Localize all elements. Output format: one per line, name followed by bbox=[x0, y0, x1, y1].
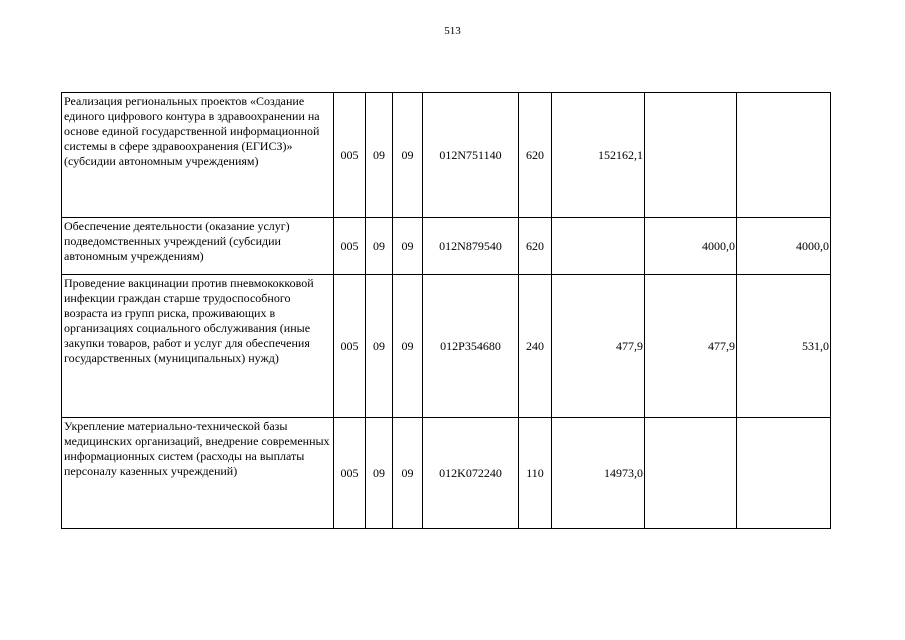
amount-cell: 477,9 bbox=[552, 275, 645, 418]
section-code: 09 bbox=[366, 275, 393, 418]
amount-cell: 531,0 bbox=[737, 275, 831, 418]
section-code: 09 bbox=[366, 93, 393, 218]
target-article-code: 012N751140 bbox=[423, 93, 519, 218]
table-row bbox=[62, 275, 831, 418]
ministry-code: 005 bbox=[334, 275, 366, 418]
subsection-code: 09 bbox=[393, 218, 423, 275]
amount-cell bbox=[552, 218, 645, 275]
section-code: 09 bbox=[366, 418, 393, 529]
amount-cell: 152162,1 bbox=[552, 93, 645, 218]
subsection-code: 09 bbox=[393, 418, 423, 529]
ministry-code: 005 bbox=[334, 218, 366, 275]
expense-type-code: 620 bbox=[519, 218, 552, 275]
amount-cell bbox=[645, 93, 737, 218]
amount-cell: 14973,0 bbox=[552, 418, 645, 529]
expense-type-code: 240 bbox=[519, 275, 552, 418]
row-description: Реализация региональных проектов «Создание единого цифрового контура в здравоохранении на основе единой государственной информационной системы в сфере здравоохранения (ЕГИСЗ)» (субсидии автономным учреждениям) bbox=[62, 93, 334, 218]
table-row bbox=[62, 218, 831, 275]
target-article-code: 012N879540 bbox=[423, 218, 519, 275]
table-row bbox=[62, 93, 831, 218]
ministry-code: 005 bbox=[334, 418, 366, 529]
subsection-code: 09 bbox=[393, 275, 423, 418]
amount-cell: 4000,0 bbox=[737, 218, 831, 275]
target-article-code: 012K072240 bbox=[423, 418, 519, 529]
section-code: 09 bbox=[366, 218, 393, 275]
amount-cell bbox=[645, 418, 737, 529]
table-row bbox=[62, 418, 831, 529]
row-description: Укрепление материально-технической базы медицинских организаций, внедрение современных информационных систем (расходы на выплаты персоналу казенных учреждений) bbox=[62, 418, 334, 529]
page-number: 513 bbox=[444, 25, 461, 37]
row-description: Проведение вакцинации против пневмококковой инфекции граждан старше трудоспособного возраста из групп риска, проживающих в организациях социального обслуживания (иные закупки товаров, работ и услуг для обеспечения государственных (муниципальных) нужд) bbox=[62, 275, 334, 418]
amount-cell: 477,9 bbox=[645, 275, 737, 418]
row-description: Обеспечение деятельности (оказание услуг) подведомственных учреждений (субсидии автономным учреждениям) bbox=[62, 218, 334, 275]
amount-cell bbox=[737, 93, 831, 218]
expense-type-code: 110 bbox=[519, 418, 552, 529]
ministry-code: 005 bbox=[334, 93, 366, 218]
expense-type-code: 620 bbox=[519, 93, 552, 218]
budget-table bbox=[61, 92, 831, 529]
subsection-code: 09 bbox=[393, 93, 423, 218]
amount-cell bbox=[737, 418, 831, 529]
amount-cell: 4000,0 bbox=[645, 218, 737, 275]
target-article-code: 012P354680 bbox=[423, 275, 519, 418]
